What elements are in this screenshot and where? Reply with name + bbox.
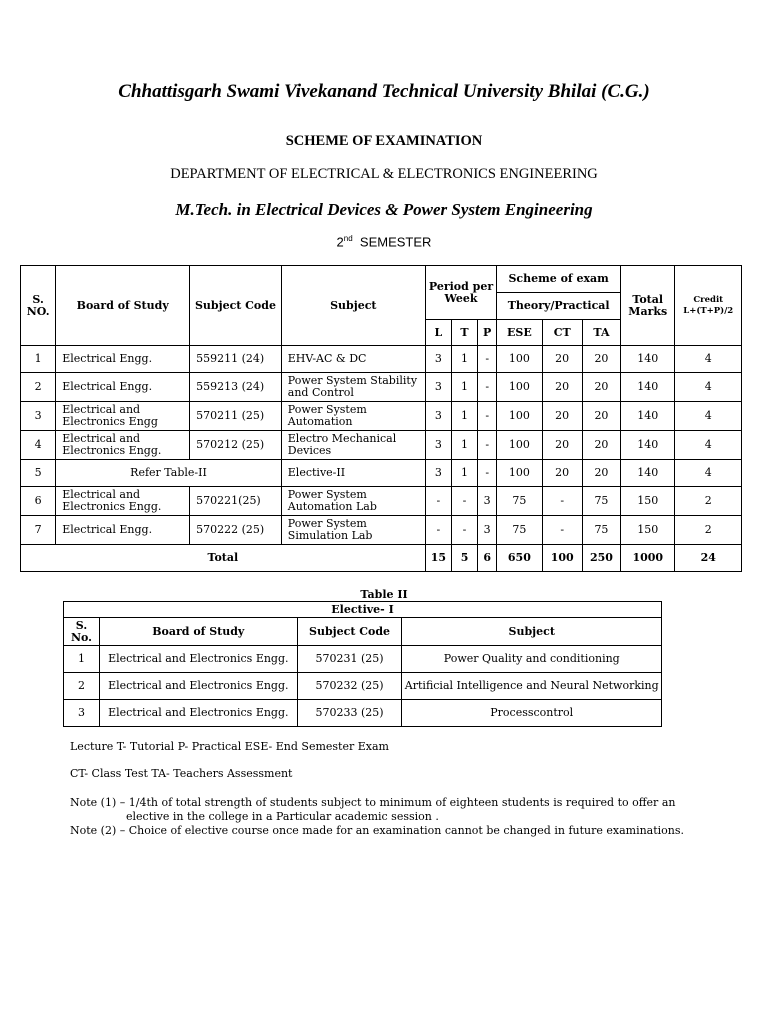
t2-header-sno: S. No.: [64, 618, 100, 646]
row-subject: Power System Automation: [281, 402, 425, 431]
row-l: -: [425, 487, 451, 516]
row-ese: 100: [497, 460, 542, 487]
total-ese: 650: [497, 545, 542, 572]
row-board: Electrical and Electronics Engg: [56, 402, 190, 431]
row-credit: 4: [675, 431, 742, 460]
row-total: 140: [621, 402, 675, 431]
credit-label: Credit: [693, 294, 724, 305]
row-total: 140: [621, 460, 675, 487]
header-period: Period per Week: [425, 266, 496, 320]
row-total: 150: [621, 516, 675, 545]
t2-row-code: 570231 (25): [297, 646, 402, 673]
row-t: 1: [451, 373, 477, 402]
row-credit: 4: [675, 373, 742, 402]
row-p: -: [478, 402, 497, 431]
row-ta: 20: [582, 460, 620, 487]
row-ta: 20: [582, 402, 620, 431]
total-ct: 100: [542, 545, 582, 572]
row-t: 1: [451, 431, 477, 460]
row-ta: 75: [582, 516, 620, 545]
t2-row-subject: Processcontrol: [402, 700, 662, 727]
row-ct: 20: [542, 431, 582, 460]
header-t: T: [451, 320, 477, 346]
row-l: 3: [425, 373, 451, 402]
row-board: Electrical Engg.: [56, 373, 190, 402]
row-credit: 4: [675, 460, 742, 487]
row-total: 150: [621, 487, 675, 516]
row-p: -: [478, 373, 497, 402]
note-2: Note (2) – Choice of elective course once made for an examination cannot be changed in future examinations.: [70, 824, 685, 837]
row-total: 140: [621, 373, 675, 402]
note-1: Note (1) – 1/4th of total strength of students subject to minimum of eighteen students is required to offer an: [70, 796, 676, 809]
row-p: -: [478, 346, 497, 373]
t2-row-board: Electrical and Electronics Engg.: [99, 646, 297, 673]
row-sno: 1: [21, 346, 56, 373]
note-1-continued: elective in the college in a Particular academic session .: [126, 810, 439, 823]
header-subject: Subject: [281, 266, 425, 346]
row-sno: 7: [21, 516, 56, 545]
t2-header-board: Board of Study: [99, 618, 297, 646]
scheme-title: SCHEME OF EXAMINATION: [285, 133, 483, 149]
row-t: 1: [451, 402, 477, 431]
row-total: 140: [621, 431, 675, 460]
row-subject: Power System Simulation Lab: [281, 516, 425, 545]
row-sno: 2: [21, 373, 56, 402]
header-scheme: Scheme of exam: [497, 266, 621, 293]
header-p: P: [478, 320, 497, 346]
row-ta: 20: [582, 373, 620, 402]
t2-row-sno: 1: [64, 646, 100, 673]
row-code: 559211 (24): [190, 346, 282, 373]
t2-header-subject: Subject: [402, 618, 662, 646]
row-p: 3: [478, 487, 497, 516]
row-sno: 4: [21, 431, 56, 460]
row-code: 570212 (25): [190, 431, 282, 460]
total-t: 5: [451, 545, 477, 572]
table-row: [64, 646, 662, 673]
total-l: 15: [425, 545, 451, 572]
row-code: 570222 (25): [190, 516, 282, 545]
row-credit: 2: [675, 487, 742, 516]
row-ta: 75: [582, 487, 620, 516]
programme-name: M.Tech. in Electrical Devices & Power System Engineering: [175, 200, 593, 219]
row-ese: 100: [497, 402, 542, 431]
row-ta: 20: [582, 346, 620, 373]
row-ct: -: [542, 487, 582, 516]
header-ta: TA: [582, 320, 620, 346]
table-row: [21, 431, 742, 460]
row-code: 570221(25): [190, 487, 282, 516]
header-total: Total Marks: [621, 266, 675, 346]
row-subject: Power System Stability and Control: [281, 373, 425, 402]
t2-row-sno: 3: [64, 700, 100, 727]
row-total: 140: [621, 346, 675, 373]
row-t: -: [451, 516, 477, 545]
t2-row-subject: Power Quality and conditioning: [402, 646, 662, 673]
total-row: [21, 545, 742, 572]
row-ese: 75: [497, 487, 542, 516]
row-p: -: [478, 460, 497, 487]
table2-subtitle: Elective- I: [64, 602, 662, 618]
row-ct: 20: [542, 373, 582, 402]
header-theory-practical: Theory/Practical: [497, 293, 621, 320]
header-board: Board of Study: [56, 266, 190, 346]
header-ese: ESE: [497, 320, 542, 346]
row-l: 3: [425, 346, 451, 373]
semester-label: SEMESTER: [359, 234, 432, 250]
row-t: 1: [451, 346, 477, 373]
table2-title: Table II: [360, 588, 408, 601]
row-subject: Elective-II: [281, 460, 425, 487]
row-p: 3: [478, 516, 497, 545]
table-row: [64, 700, 662, 727]
header-credit: [675, 266, 742, 346]
row-sno: 3: [21, 402, 56, 431]
semester-heading: [0, 234, 768, 249]
elective-table: [63, 601, 662, 727]
university-name: Chhattisgarh Swami Vivekanand Technical University Bhilai (C.G.): [118, 81, 650, 102]
row-credit: 4: [675, 402, 742, 431]
t2-header-code: Subject Code: [297, 618, 402, 646]
table-row: [21, 373, 742, 402]
row-ct: 20: [542, 460, 582, 487]
row-credit: 4: [675, 346, 742, 373]
row-ese: 75: [497, 516, 542, 545]
row-sno: 6: [21, 487, 56, 516]
t2-row-sno: 2: [64, 673, 100, 700]
header-ct: CT: [542, 320, 582, 346]
t2-row-board: Electrical and Electronics Engg.: [99, 700, 297, 727]
header-l: L: [425, 320, 451, 346]
row-board: Refer Table-II: [56, 460, 282, 487]
legend-line-1: Lecture T- Tutorial P- Practical ESE- End Semester Exam: [70, 740, 389, 753]
table-row: [64, 673, 662, 700]
row-ese: 100: [497, 346, 542, 373]
row-ta: 20: [582, 431, 620, 460]
semester-suffix: nd: [343, 234, 353, 243]
row-board: Electrical and Electronics Engg.: [56, 487, 190, 516]
header-sno: S. NO.: [21, 266, 56, 346]
row-t: -: [451, 487, 477, 516]
row-code: 559213 (24): [190, 373, 282, 402]
row-code: 570211 (25): [190, 402, 282, 431]
row-subject: EHV-AC & DC: [281, 346, 425, 373]
total-ta: 250: [582, 545, 620, 572]
row-board: Electrical and Electronics Engg.: [56, 431, 190, 460]
total-label: Total: [21, 545, 426, 572]
row-l: 3: [425, 402, 451, 431]
t2-row-subject: Artificial Intelligence and Neural Networking: [402, 673, 662, 700]
row-l: 3: [425, 431, 451, 460]
row-credit: 2: [675, 516, 742, 545]
table-row: [21, 346, 742, 373]
row-board: Electrical Engg.: [56, 516, 190, 545]
credit-formula: L+(T+P)/2: [683, 305, 734, 316]
total-credit: 24: [675, 545, 742, 572]
table-row: [21, 460, 742, 487]
table-row: [21, 487, 742, 516]
row-subject: Electro Mechanical Devices: [281, 431, 425, 460]
t2-row-board: Electrical and Electronics Engg.: [99, 673, 297, 700]
t2-row-code: 570232 (25): [297, 673, 402, 700]
row-ct: 20: [542, 346, 582, 373]
t2-row-code: 570233 (25): [297, 700, 402, 727]
department-name: DEPARTMENT OF ELECTRICAL & ELECTRONICS ENGINEERING: [170, 166, 598, 182]
total-p: 6: [478, 545, 497, 572]
row-sno: 5: [21, 460, 56, 487]
legend-line-2: CT- Class Test TA- Teachers Assessment: [70, 767, 293, 780]
row-ct: -: [542, 516, 582, 545]
row-subject: Power System Automation Lab: [281, 487, 425, 516]
row-ese: 100: [497, 373, 542, 402]
row-l: 3: [425, 460, 451, 487]
row-board: Electrical Engg.: [56, 346, 190, 373]
row-ese: 100: [497, 431, 542, 460]
row-p: -: [478, 431, 497, 460]
scheme-table: [20, 265, 742, 572]
row-t: 1: [451, 460, 477, 487]
table-row: [21, 516, 742, 545]
table-row: [21, 402, 742, 431]
row-ct: 20: [542, 402, 582, 431]
semester-number: 2: [336, 234, 344, 250]
header-code: Subject Code: [190, 266, 282, 346]
total-marks: 1000: [621, 545, 675, 572]
notes-section: [70, 740, 710, 838]
row-l: -: [425, 516, 451, 545]
